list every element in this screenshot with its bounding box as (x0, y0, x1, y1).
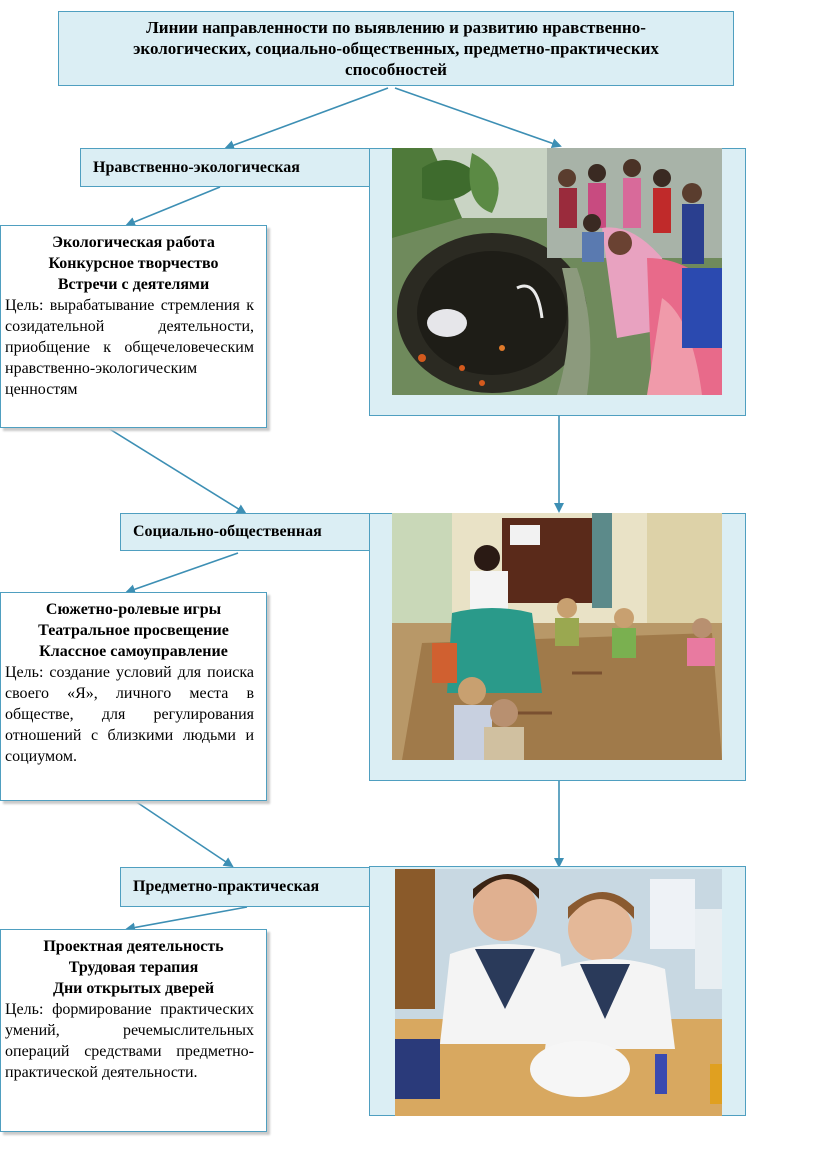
section-3-head-1: Проектная деятельность (43, 938, 224, 955)
section-2-head-3: Классное самоуправление (39, 643, 228, 660)
section-1-label: Нравственно-экологическая (93, 158, 300, 176)
arrow-label-3-to-panel-3 (127, 907, 247, 929)
section-1-head-2: Конкурсное творчество (48, 255, 219, 272)
section-1-label-box (80, 148, 370, 187)
arrow-label-1-to-panel-1 (127, 187, 220, 225)
section-1-head-3: Встречи с деятелями (57, 276, 210, 293)
photo-classroom-circle (392, 513, 722, 760)
section-3-panel (0, 929, 267, 1132)
section-1-goal: Цель: вырабатывание стремления к созидательной деятельности, приобщение к общечеловеческим нравственно-экологическим ценностям (5, 297, 254, 398)
section-2-goal: Цель: создание условий для поиска своего «Я», личного места в обществе, для регулирования отношений с близкими людьми и социумом. (5, 664, 254, 765)
section-1-head-1: Экологическая работа (52, 234, 215, 251)
section-2-label-box (120, 513, 370, 551)
section-3-goal: Цель: формирование практических умений, речемыслительных операций средствами предметно-практической деятельности. (5, 1001, 254, 1081)
section-3-head-3: Дни открытых дверей (52, 980, 215, 997)
diagram-title-line-2: экологических, социально-общественных, предметно-практических (133, 39, 659, 58)
diagram-title-line-1: Линии направленности по выявлению и развитию нравственно- (146, 18, 646, 37)
diagram-title-line-3: способностей (345, 60, 447, 79)
photo-boys-crafting (395, 869, 722, 1116)
section-3-label: Предметно-практическая (133, 878, 320, 895)
section-2-panel (0, 592, 267, 801)
arrow-panel-1-to-label-2 (108, 428, 245, 513)
arrow-title-to-photo-1 (395, 88, 560, 146)
section-2-head-1: Сюжетно-ролевые игры (45, 601, 222, 618)
section-2-head-2: Театральное просвещение (38, 622, 229, 639)
arrow-panel-2-to-label-3 (135, 801, 232, 866)
section-1-panel (0, 225, 267, 428)
section-3-label-box (120, 867, 370, 907)
arrow-label-2-to-panel-2 (127, 553, 238, 592)
section-2-label: Социально-общественная (133, 523, 322, 540)
section-3-head-2: Трудовая терапия (68, 959, 199, 976)
arrow-title-to-section-1 (226, 88, 388, 148)
diagram-title-box (58, 11, 734, 86)
photo-greenhouse-pond (392, 148, 722, 395)
